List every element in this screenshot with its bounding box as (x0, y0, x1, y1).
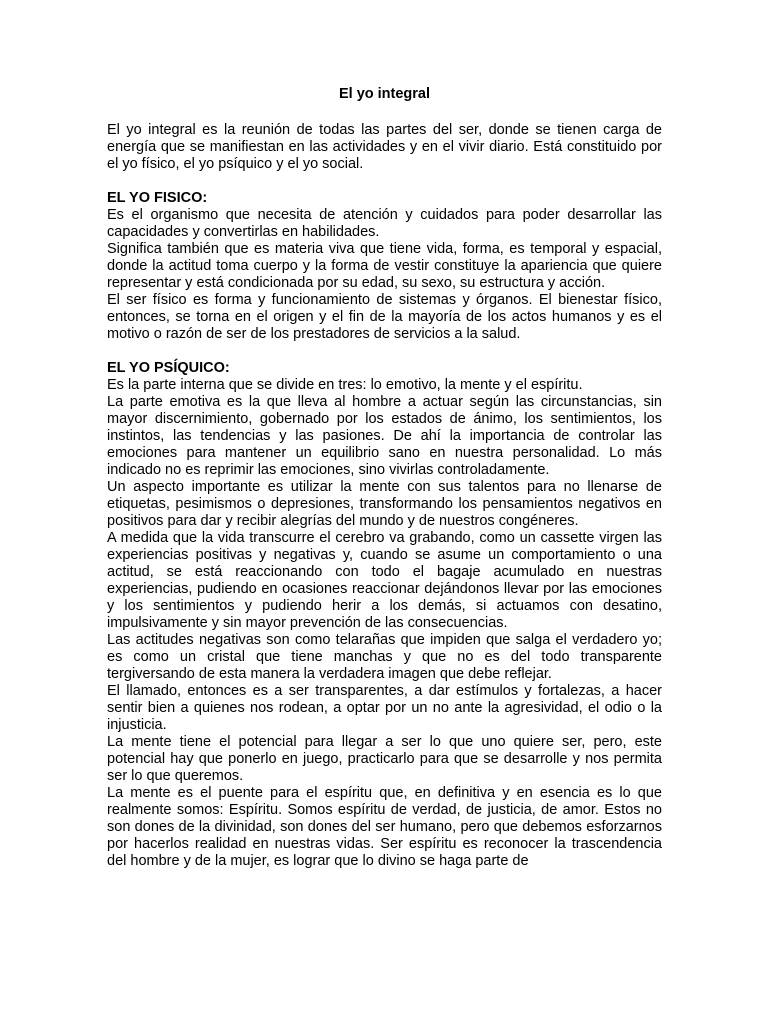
paragraph: La mente es el puente para el espíritu que, en definitiva y en esencia es lo que realmente somos: Espíritu. Somos espíritu de verdad, de justicia, de amor. Estos no son dones de la divinidad, son dones del ser humano, pero que debemos esforzarnos por hacerlos realidad en nuestras vidas. Ser espíritu es reconocer la trascendencia del hombre y de la mujer, es lograr que lo divino se haga parte de (107, 785, 662, 869)
paragraph: La mente tiene el potencial para llegar a ser lo que uno quiere ser, pero, este potencial hay que ponerlo en juego, practicarlo para que se desarrolle y nos permita ser lo que queremos. (107, 734, 662, 784)
paragraph: A medida que la vida transcurre el cerebro va grabando, como un cassette virgen las experiencias positivas y negativas y, cuando se asume un comportamiento o una actitud, se está reaccionando con todo el bagaje acumulado en nuestras experiencias, pudiendo en ocasiones reaccionar dejándonos llevar por las emociones y los sentimientos y pudiendo herir a los demás, si actuamos con desatino, impulsivamente y sin mayor prevención de las consecuencias. (107, 530, 662, 631)
paragraph: El llamado, entonces es a ser transparentes, a dar estímulos y fortalezas, a hacer sentir bien a quienes nos rodean, a optar por un no ante la agresividad, el odio o la injusticia. (107, 683, 662, 733)
paragraph: Un aspecto importante es utilizar la mente con sus talentos para no llenarse de etiquetas, pesimismos o depresiones, transformando los pensamientos negativos en positivos para dar y recibir alegrías del mundo y de nuestros congéneres. (107, 479, 662, 529)
paragraph: El ser físico es forma y funcionamiento de sistemas y órganos. El bienestar físico, entonces, se torna en el origen y el fin de la mayoría de los actos humanos y es el motivo o razón de ser de los prestadores de servicios a la salud. (107, 292, 662, 342)
paragraph: Significa también que es materia viva que tiene vida, forma, es temporal y espacial, donde la actitud toma cuerpo y la forma de vestir constituye la apariencia que quiere representar y está condicionada por su edad, su sexo, su estructura y acción. (107, 241, 662, 291)
section-heading: EL YO FISICO: (107, 190, 208, 206)
paragraph: Es el organismo que necesita de atención y cuidados para poder desarrollar las capacidades y convertirlas en habilidades. (107, 207, 662, 240)
intro-paragraph: El yo integral es la reunión de todas las partes del ser, donde se tienen carga de energía que se manifiestan en las actividades y en el vivir diario. Está constituido por el yo físico, el yo psíquico y el yo social. (107, 122, 662, 172)
paragraph: Las actitudes negativas son como telarañas que impiden que salga el verdadero yo; es como un cristal que tiene manchas y que no es del todo transparente tergiversando de esta manera la verdadera imagen que debe reflejar. (107, 632, 662, 682)
section-yo-fisico (107, 190, 662, 343)
section-heading: EL YO PSÍQUICO: (107, 360, 230, 376)
document-page (107, 86, 662, 870)
document-title: El yo integral (338, 86, 431, 102)
section-yo-psiquico (107, 360, 662, 870)
paragraph: Es la parte interna que se divide en tres: lo emotivo, la mente y el espíritu. (107, 377, 583, 393)
paragraph: La parte emotiva es la que lleva al hombre a actuar según las circunstancias, sin mayor discernimiento, gobernado por los estados de ánimo, los sentimientos, los instintos, las tendencias y las pasiones. De ahí la importancia de controlar las emociones para mantener un equilibrio sano en nuestra personalidad. Lo más indicado no es reprimir las emociones, sino vivirlas controladamente. (107, 394, 662, 478)
